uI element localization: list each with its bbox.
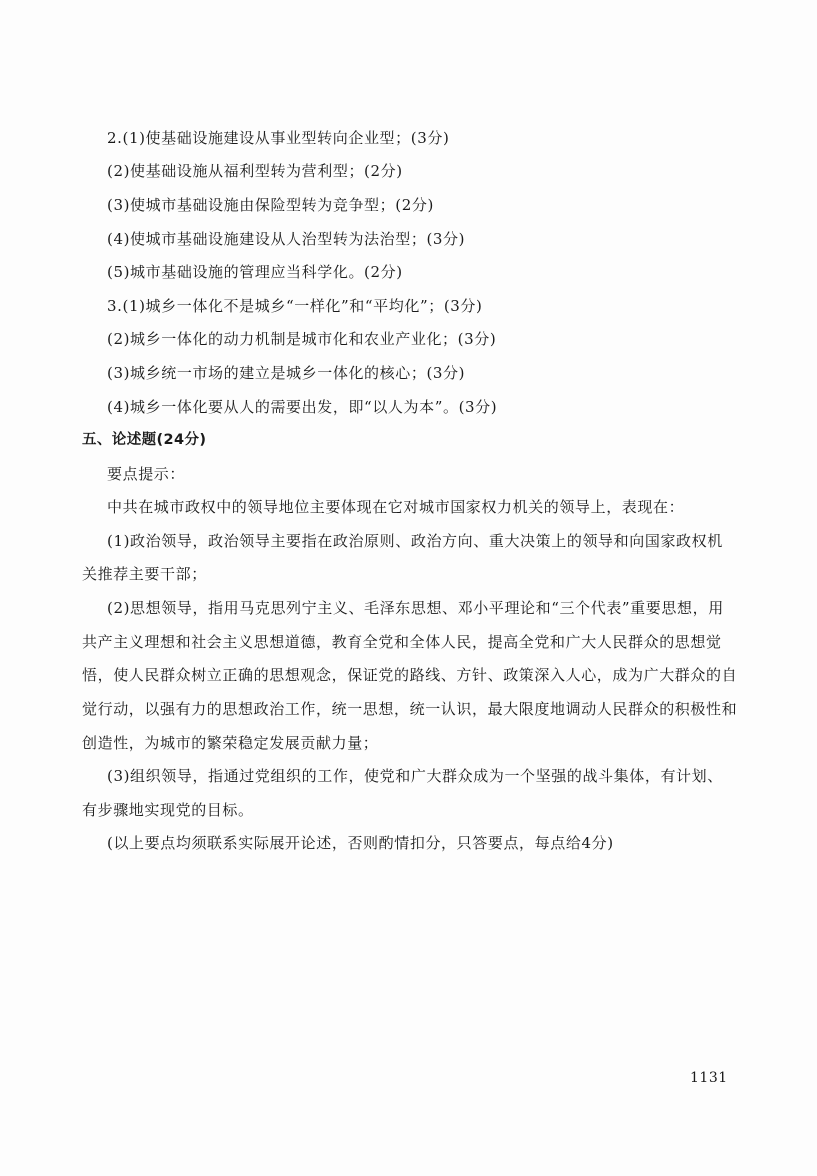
answer-3-item-2: (2)城乡一体化的动力机制是城市化和农业产业化；(3分): [107, 330, 497, 348]
answer-2-item-3: (3)使城市基础设施由保险型转为竞争型；(2分): [107, 196, 434, 214]
point-2-line-1: (2)思想领导，指用马克思列宁主义、毛泽东思想、邓小平理论和“三个代表”重要思想，用: [107, 599, 724, 617]
section-5-heading: 五、论述题(24分): [82, 432, 207, 448]
answer-3-item-4: (4)城乡一体化要从人的需要出发，即“以人为本”。(3分): [107, 398, 498, 416]
point-2-line-3: 悟，使人民群众树立正确的思想观念，保证党的路线、方针、政策深入人心，成为广大群众的自: [82, 666, 738, 684]
point-2-line-4: 觉行动，以强有力的思想政治工作，统一思想，统一认识，最大限度地调动人民群众的积极性和: [82, 700, 738, 718]
scoring-note: (以上要点均须联系实际展开论述，否则酌情扣分，只答要点，每点给4分): [107, 834, 614, 852]
section-5-intro: 中共在城市政权中的领导地位主要体现在它对城市国家权力机关的领导上，表现在：: [107, 498, 685, 516]
answer-3-item-1: 3.(1)城乡一体化不是城乡“一样化”和“平均化”；(3分): [107, 297, 483, 315]
point-1-line-2: 关推荐主要干部；: [82, 565, 207, 583]
answer-2-item-4: (4)使城市基础设施建设从人治型转为法治型；(3分): [107, 230, 466, 248]
section-5-hint: 要点提示：: [107, 465, 186, 483]
page-number: 1131: [690, 1070, 728, 1086]
point-3-line-1: (3)组织领导，指通过党组织的工作，使党和广大群众成为一个坚强的战斗集体，有计划、: [107, 767, 723, 785]
answer-2-item-5: (5)城市基础设施的管理应当科学化。(2分): [107, 263, 403, 281]
answer-2-item-1: 2.(1)使基础设施建设从事业型转向企业型；(3分): [107, 129, 450, 147]
answer-2-item-2: (2)使基础设施从福利型转为营利型；(2分): [107, 162, 403, 180]
point-1-line-1: (1)政治领导，政治领导主要指在政治原则、政治方向、重大决策上的领导和向国家政权机: [107, 532, 723, 550]
point-2-line-5: 创造性，为城市的繁荣稳定发展贡献力量；: [82, 734, 379, 752]
point-3-line-2: 有步骤地实现党的目标。: [82, 801, 254, 819]
answer-3-item-3: (3)城乡统一市场的建立是城乡一体化的核心；(3分): [107, 364, 466, 382]
point-2-line-2: 共产主义理想和社会主义思想道德，教育全党和全体人民，提高全党和广大人民群众的思想觉: [82, 633, 722, 651]
